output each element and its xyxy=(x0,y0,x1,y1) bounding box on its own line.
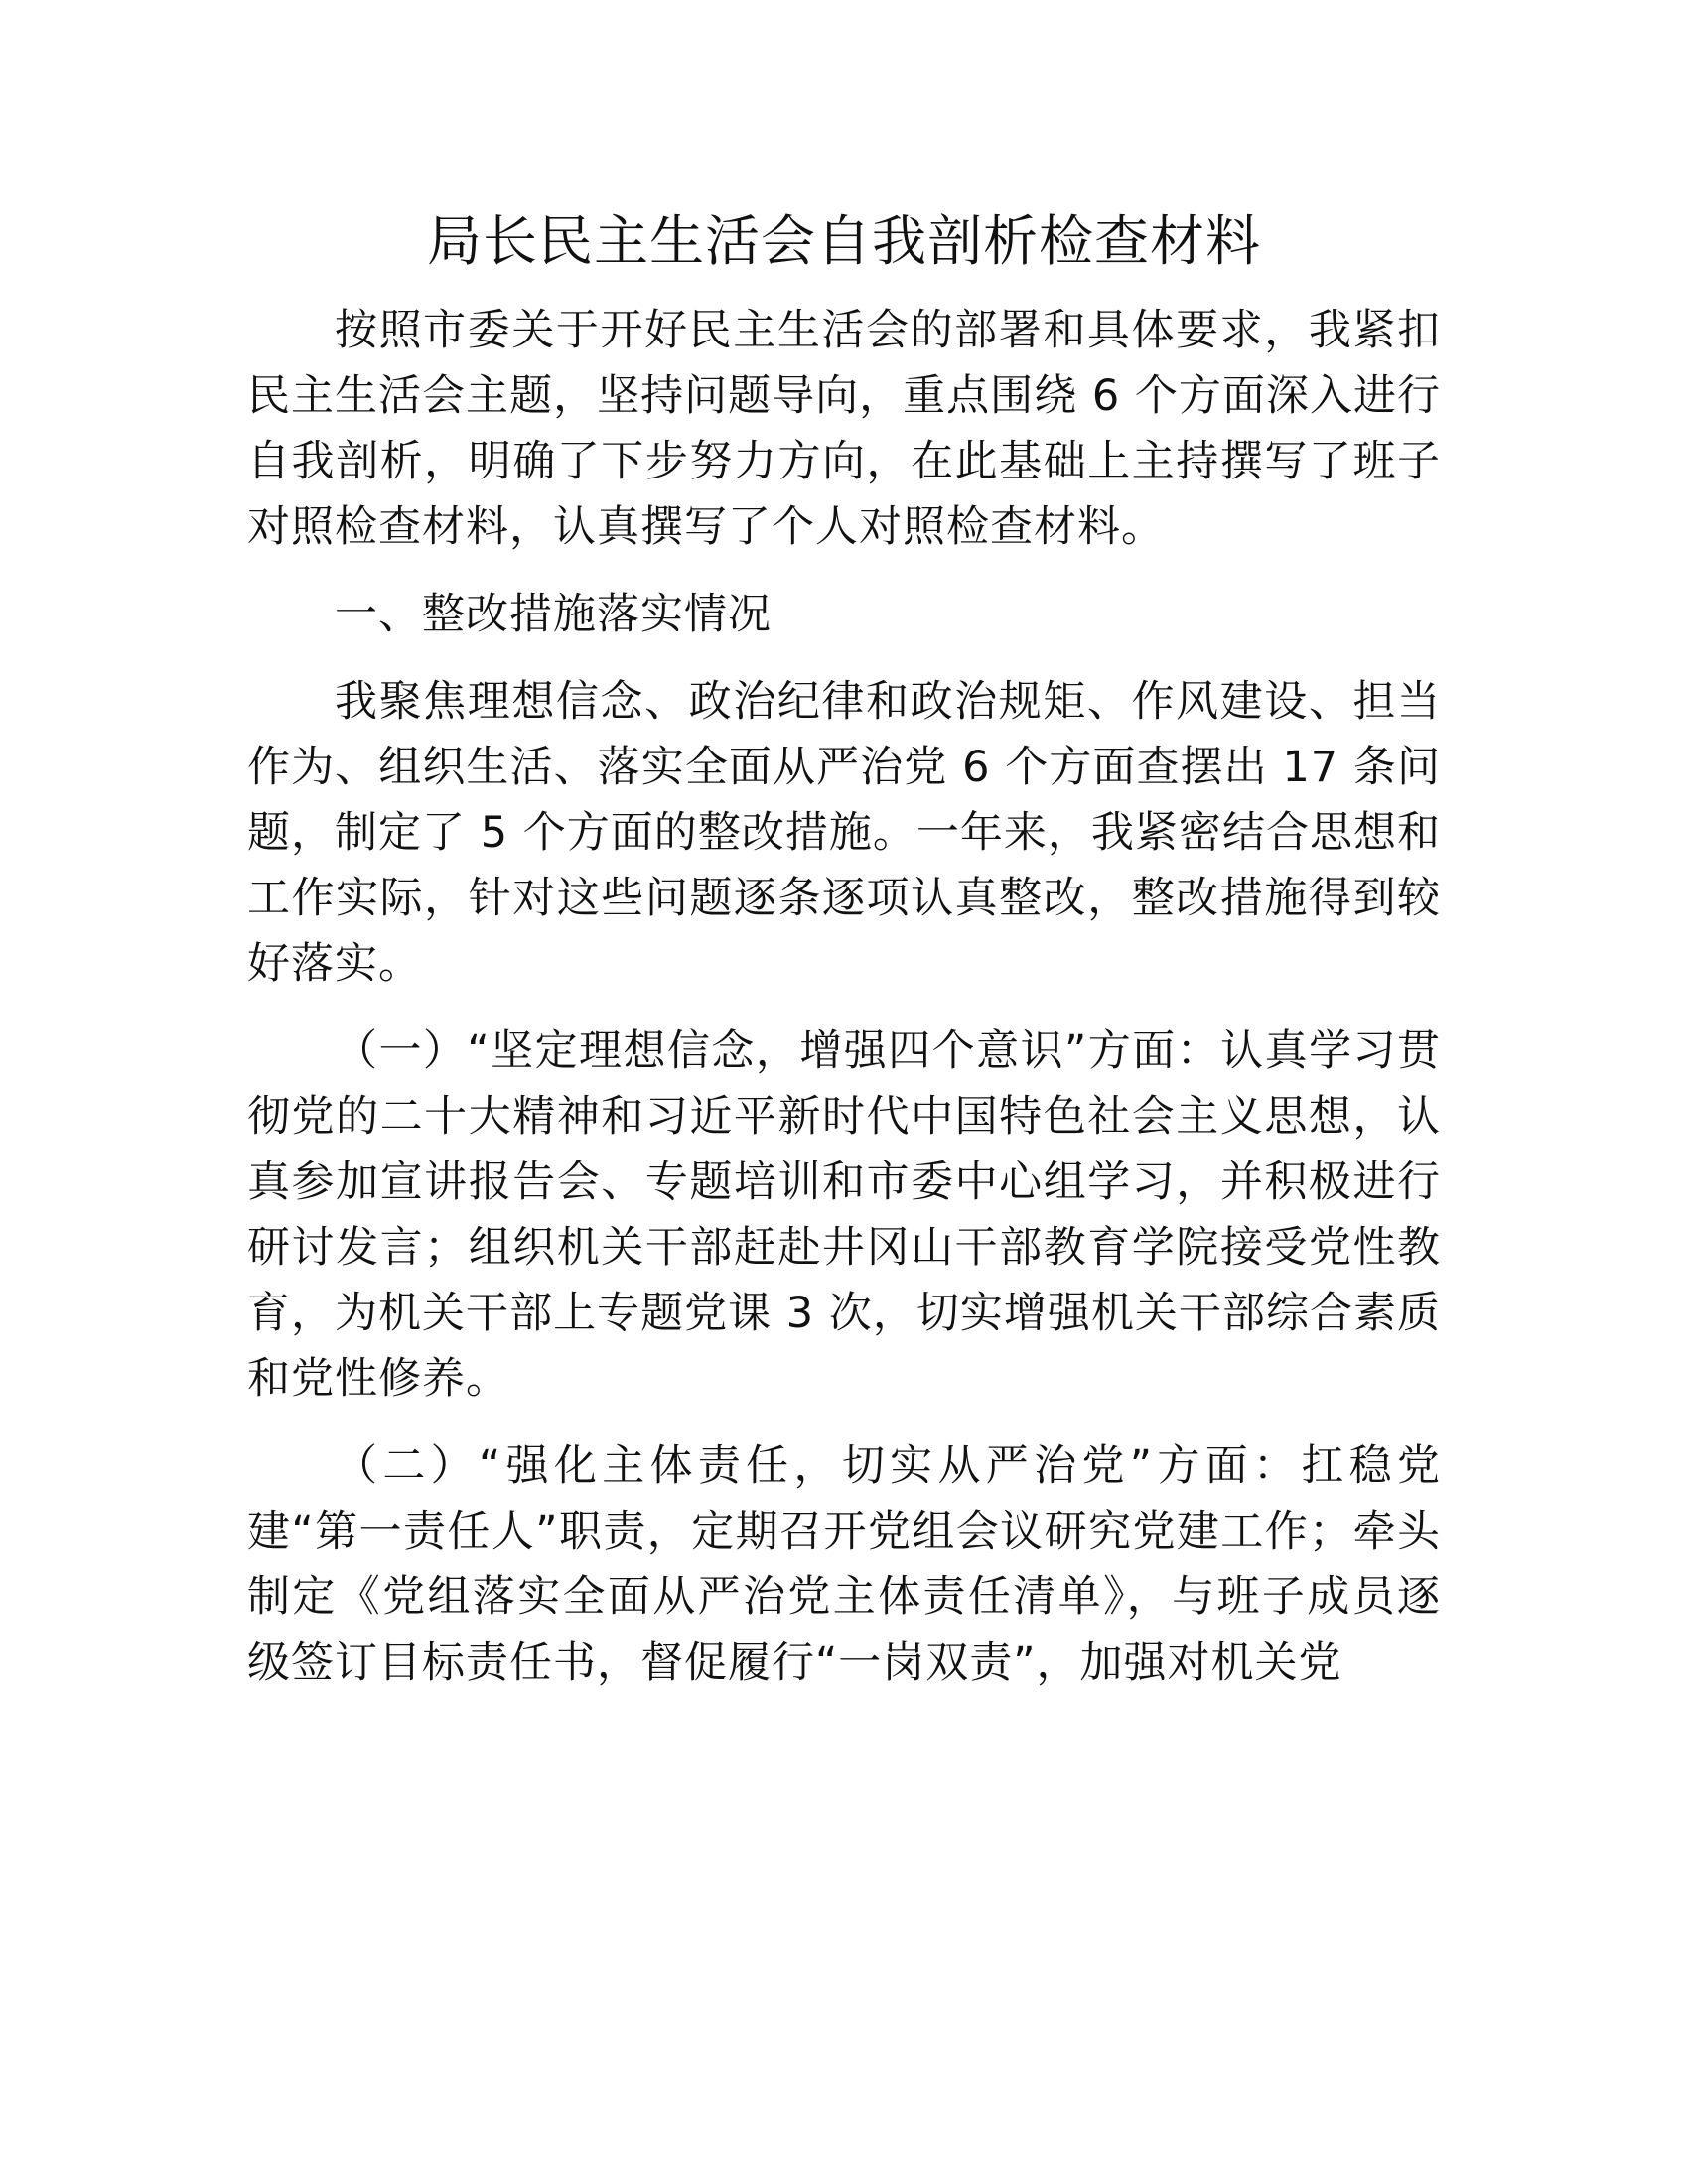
paragraph-rectification-summary: 我聚焦理想信念、政治纪律和政治规矩、作风建设、担当作为、组织生活、落实全面从严治党 6 个方面查摆出 17 条问题，制定了 5 个方面的整改措施。一年来，我紧密结合思想和工作实际，针对这些问题逐条逐项认真整改，整改措施得到较好落实。 xyxy=(247,677,1441,989)
document-body xyxy=(247,298,1441,1717)
document-title: 局长民主生活会自我剖析检查材料 xyxy=(426,209,1261,273)
paragraph-intro: 按照市委关于开好民主生活会的部署和具体要求，我紧扣民主生活会主题，坚持问题导向，重点围绕 6 个方面深入进行自我剖析，明确了下步努力方向，在此基础上主持撰写了班子对照检查材料，认真撰写了个人对照检查材料。 xyxy=(247,306,1441,552)
paragraph-item-one: （一）“坚定理想信念，增强四个意识”方面：认真学习贯彻党的二十大精神和习近平新时代中国特色社会主义思想，认真参加宣讲报告会、专题培训和市委中心组学习，并积极进行研讨发言；组织机关干部赶赴井冈山干部教育学院接受党性教育，为机关干部上专题党课 3 次，切实增强机关干部综合素质和党性修养。 xyxy=(247,1026,1441,1404)
paragraph-item-two: （二）“强化主体责任，切实从严治党”方面：扛稳党建“第一责任人”职责，定期召开党组会议研究党建工作；牵头制定《党组落实全面从严治党主体责任清单》，与班子成员逐级签订目标责任书，督促履行“一岗双责”，加强对机关党 xyxy=(247,1441,1441,1688)
section-heading-rectification: 一、整改措施落实情况 xyxy=(335,590,772,639)
